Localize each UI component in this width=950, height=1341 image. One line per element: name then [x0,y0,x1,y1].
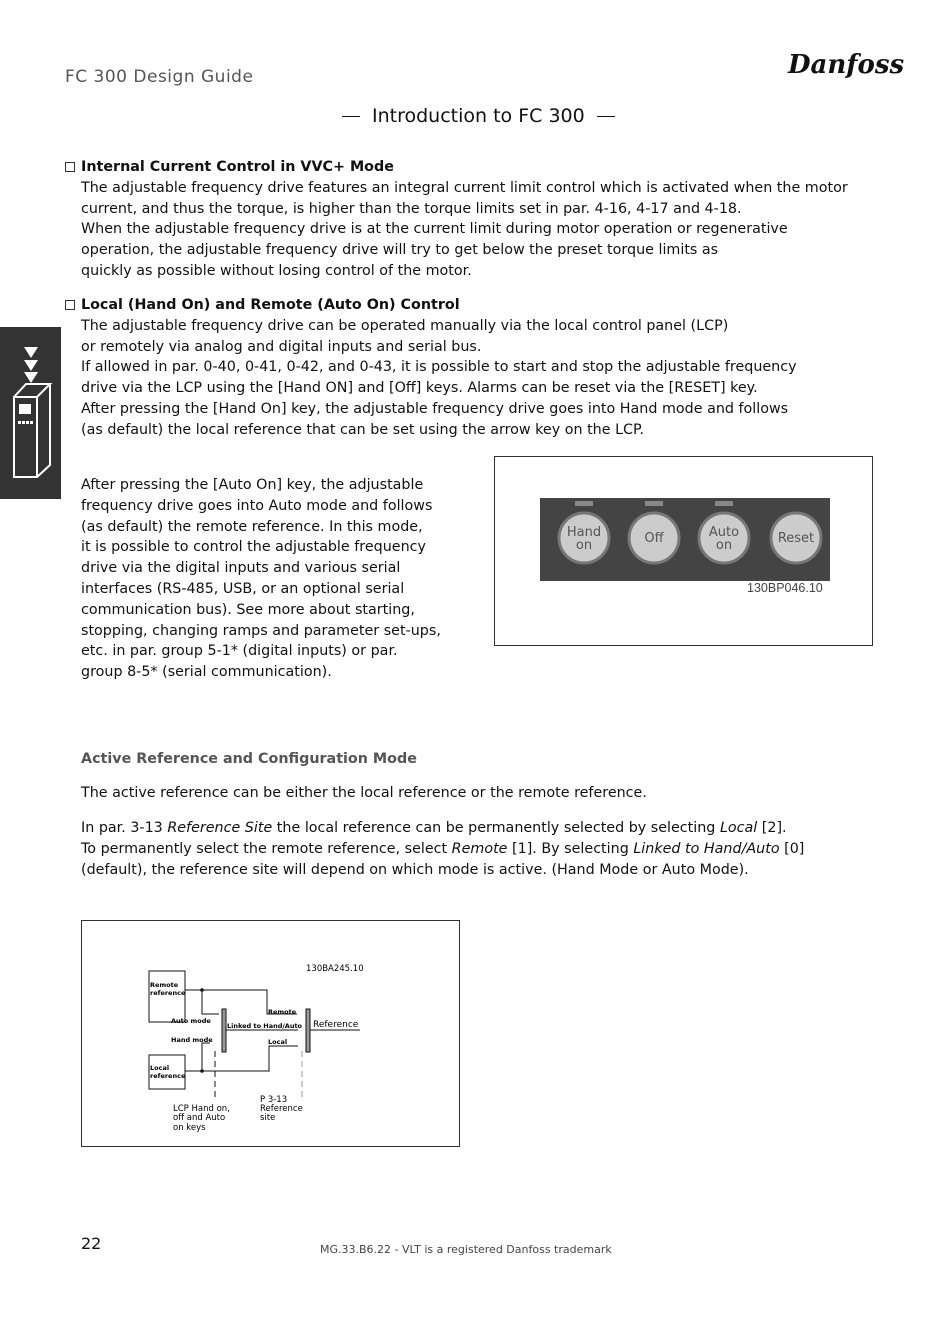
paragraph: The active reference can be either the local reference or the remote reference. [81,785,647,801]
line: If allowed in par. 0-40, 0-41, 0-42, and 0-43, it is possible to start and stop the adjustable frequency [81,359,797,376]
line: frequency drive goes into Auto mode and follows [81,497,433,514]
section-auto-on [81,475,441,683]
section-current-control [81,157,848,282]
svg-text:site: site [260,1113,276,1123]
line: (as default) the remote reference. In this mode, [81,518,423,535]
svg-text:130BA245.10: 130BA245.10 [306,964,364,974]
line: interfaces (RS-485, USB, or an optional serial [81,580,405,597]
page-number: 22 [81,1234,102,1253]
auto-on-key: Auto on [708,525,740,553]
bullet-icon [65,162,75,172]
line: (as default) the local reference that can be set using the arrow key on the LCP. [81,421,644,438]
line: operation, the adjustable frequency drive will try to get below the preset torque limits as [81,242,719,259]
line: drive via the digital inputs and various serial [81,560,401,577]
section-heading-active-reference: Active Reference and Configuration Mode [81,751,417,767]
svg-text:Auto mode: Auto mode [171,1017,211,1025]
line: etc. in par. group 5-1* (digital inputs) or par. [81,643,398,660]
section-title: Introduction to FC 300 [330,105,627,127]
bullet-icon [65,300,75,310]
reference-diagram [81,920,460,1147]
line: After pressing the [Hand On] key, the adjustable frequency drive goes into Hand mode and follows [81,400,789,417]
off-key: Off [644,531,664,546]
hand-on-key: Hand on [566,525,602,553]
svg-text:LCP Hand on,: LCP Hand on, [173,1104,230,1114]
svg-text:Local: Local [268,1038,288,1046]
line: or remotely via analog and digital inputs and serial bus. [81,338,482,355]
reset-key: Reset [777,531,815,546]
line: current, and thus the torque, is higher than the torque limits set in par. 4-16, 4-17 and 4-18. [81,200,742,217]
line: When the adjustable frequency drive is at the current limit during motor operation or regenerative [81,221,788,238]
svg-text:P 3-13: P 3-13 [260,1095,288,1105]
svg-text:Reference: Reference [260,1104,303,1114]
line: quickly as possible without losing control of the motor. [81,262,472,279]
document-title: FC 300 Design Guide [65,67,254,87]
svg-text:Remote: Remote [150,981,179,989]
paragraph-reference-site: In par. 3-13 Reference Site the local reference can be permanently selected by selecting Local [2]. To permanently select the remote reference, select Remote [1]. By selecting Linked to Hand/Auto [0] (default), the reference site will depend on which mode is active. (Hand Mode or Auto Mode). [81,820,805,878]
line: drive via the LCP using the [Hand ON] and [Off] keys. Alarms can be reset via the [RESET] key. [81,380,758,397]
svg-text:Reference: Reference [313,1020,359,1030]
svg-text:Linked to Hand/Auto: Linked to Hand/Auto [227,1022,303,1030]
svg-text:Remote: Remote [268,1008,297,1016]
line: stopping, changing ramps and parameter set-ups, [81,622,441,639]
svg-text:reference: reference [150,989,186,997]
svg-text:on keys: on keys [173,1123,206,1133]
figure-code: 130BP046.10 [747,581,823,595]
lcp-keys-figure [494,456,873,646]
footer-text: MG.33.B6.22 - VLT is a registered Danfoss trademark [320,1243,612,1256]
line: communication bus). See more about starting, [81,601,415,618]
heading: Internal Current Control in VVC+ Mode [81,159,394,175]
line: it is possible to control the adjustable frequency [81,539,426,556]
line: The adjustable frequency drive features an integral current limit control which is activated when the motor [81,179,848,196]
svg-text:Local: Local [150,1064,170,1072]
heading: Local (Hand On) and Remote (Auto On) Control [81,297,460,313]
line: The adjustable frequency drive can be operated manually via the local control panel (LCP) [81,317,729,334]
svg-text:Hand mode: Hand mode [171,1036,213,1044]
line: After pressing the [Auto On] key, the adjustable [81,477,424,493]
danfoss-logo: Danfoss [788,50,905,80]
section-local-remote [81,295,797,441]
chapter-tab-drive-icon [0,327,61,499]
line: group 8-5* (serial communication). [81,664,332,681]
svg-text:reference: reference [150,1072,186,1080]
svg-text:off and Auto: off and Auto [173,1113,226,1123]
